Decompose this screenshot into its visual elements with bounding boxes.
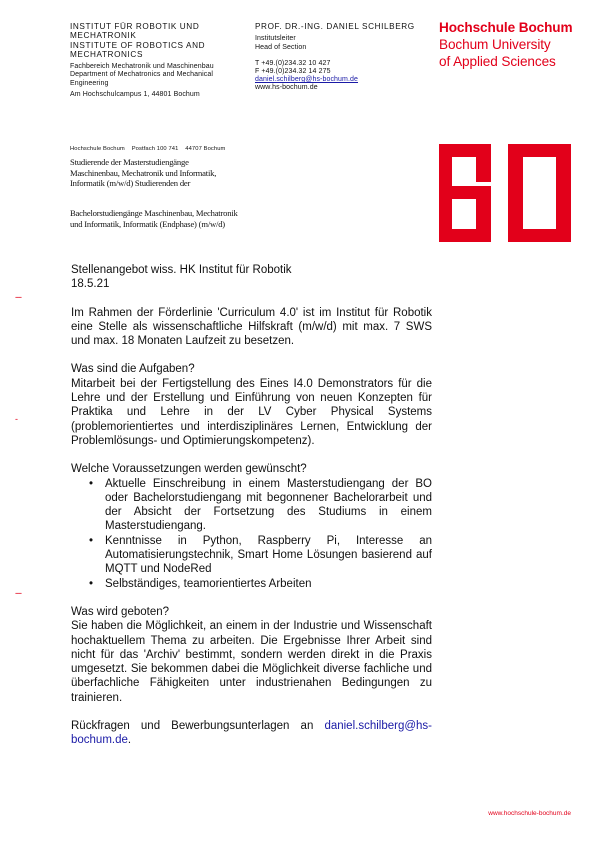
list-item bbox=[71, 477, 432, 534]
requirement-text: Selbständiges, teamorientiertes Arbeiten bbox=[105, 577, 312, 590]
institute-name-en: INSTITUTE OF ROBOTICS AND MECHATRONICS bbox=[70, 40, 206, 59]
requirement-text: Kenntnisse in Python, Raspberry Pi, Interesse an Automatisierungstechnik, Smart Home Lösungen basierend auf MQTT und NodeRed bbox=[105, 534, 432, 576]
person-name: PROF. DR.-ING. DANIEL SCHILBERG bbox=[255, 22, 415, 31]
list-item bbox=[71, 534, 432, 577]
logo-letter-o bbox=[508, 144, 571, 242]
logo-letter-b bbox=[439, 144, 491, 242]
department-name-en: Department of Mechatronics and Mechanical Engineering bbox=[70, 71, 214, 87]
tasks-heading: Was sind die Aufgaben? bbox=[71, 363, 195, 376]
bullet-icon: • bbox=[89, 577, 94, 590]
person-role-en: Head of Section bbox=[255, 43, 307, 51]
requirements-list bbox=[71, 477, 432, 591]
offer-heading: Was wird geboten? bbox=[71, 605, 170, 618]
punch-mark: - bbox=[15, 414, 17, 424]
institute-block bbox=[70, 22, 245, 99]
bo-logo bbox=[439, 144, 571, 242]
closing-text: Rückfragen und Bewerbungsunterlagen an bbox=[71, 720, 314, 733]
university-wordmark bbox=[439, 19, 589, 70]
person-role-de: Institutsleiter bbox=[255, 35, 296, 43]
bullet-icon: • bbox=[89, 534, 94, 547]
university-name-en-1: Bochum University bbox=[439, 37, 551, 52]
fold-mark-top: --- bbox=[15, 292, 21, 302]
recipient-block-2 bbox=[70, 208, 310, 229]
application-email-link[interactable]: daniel.schilberg@hs-bochum.de bbox=[71, 720, 432, 747]
contact-email-link[interactable]: daniel.schilberg@hs-bochum.de bbox=[255, 76, 359, 84]
campus-address: Am Hochschulcampus 1, 44801 Bochum bbox=[70, 90, 200, 98]
recipient-line: Studierende der Masterstudiengänge bbox=[70, 157, 189, 167]
department-name-de: Fachbereich Mechatronik und Maschinenbau bbox=[70, 63, 214, 71]
website-text: www.hs-bochum.de bbox=[255, 84, 318, 92]
closing-period: . bbox=[127, 734, 132, 747]
fold-mark-bottom: --- bbox=[15, 588, 21, 598]
recipient-line: Bachelorstudiengänge Maschinenbau, Mechatronik bbox=[70, 208, 238, 218]
intro-paragraph: Im Rahmen der Förderlinie 'Curriculum 4.0' ist im Institut für Robotik eine Stelle als wissenschaftliche Hilfskraft (m/w/d) mit max. 7 SWS und max. 18 Monaten Laufzeit zu besetzen. bbox=[71, 306, 432, 348]
closing-paragraph bbox=[71, 719, 432, 748]
letter-date: 18.5.21 bbox=[71, 278, 110, 291]
fax-number: F +49.(0)234.32 14 275 bbox=[255, 67, 331, 75]
tasks-paragraph: Mitarbeit bei der Fertigstellung des Eines I4.0 Demonstrators für die Lehre und der Erstellung und Einführung von neuen Konzepten für Praktika und Lehre in der LV Cyber Physical Systems (problemorientiertes und interdisziplinäres Lernen, Entwicklung der Problemlösungs- und Optimierungskompetenz). bbox=[71, 377, 432, 447]
letter-body bbox=[71, 263, 432, 748]
offer-paragraph: Sie haben die Möglichkeit, an einem in der Industrie und Wissenschaft hochaktuellem Thema zu arbeiten. Die Ergebnisse Ihrer Arbeit sind nicht für das 'Archiv' bestimmt, sondern werden direkt in die Praxis umgesetzt. Sie bekommen dabei die Möglichkeit diverse fachliche und überfachliche Fähigkeiten unter industrienahen Bedingungen zu trainieren. bbox=[71, 620, 432, 704]
university-name-de: Hochschule Bochum bbox=[439, 20, 573, 35]
recipient-line: Informatik (m/w/d) Studierenden der bbox=[70, 178, 191, 189]
requirement-text: Aktuelle Einschreibung in einem Masterstudiengang der BO oder Bachelorstudiengang mit begonnener Bachelorarbeit und der Absicht der Fortsetzung des Studiums in einem Masterstudiengang. bbox=[105, 477, 432, 533]
institute-name-de: INSTITUT FÜR ROBOTIK UND MECHATRONIK bbox=[70, 22, 200, 41]
recipient-line: Maschinenbau, Mechatronik und Informatik, bbox=[70, 167, 217, 178]
footer-website: www.hochschule-bochum.de bbox=[488, 810, 571, 817]
university-name-en-2: of Applied Sciences bbox=[439, 54, 556, 69]
recipient-line: und Informatik, Informatik (Endphase) (m/w/d) bbox=[70, 218, 225, 229]
bullet-icon: • bbox=[89, 477, 94, 490]
recipient-block bbox=[70, 157, 310, 189]
phone-number: T +49.(0)234.32 10 427 bbox=[255, 59, 331, 67]
contact-block bbox=[255, 22, 435, 93]
list-item bbox=[71, 577, 432, 591]
requirements-heading: Welche Voraussetzungen werden gewünscht? bbox=[71, 463, 307, 476]
subject-line: Stellenangebot wiss. HK Institut für Robotik bbox=[71, 264, 292, 276]
sender-line: Hochschule Bochum Postfach 100 741 44707 Bochum bbox=[70, 146, 226, 152]
